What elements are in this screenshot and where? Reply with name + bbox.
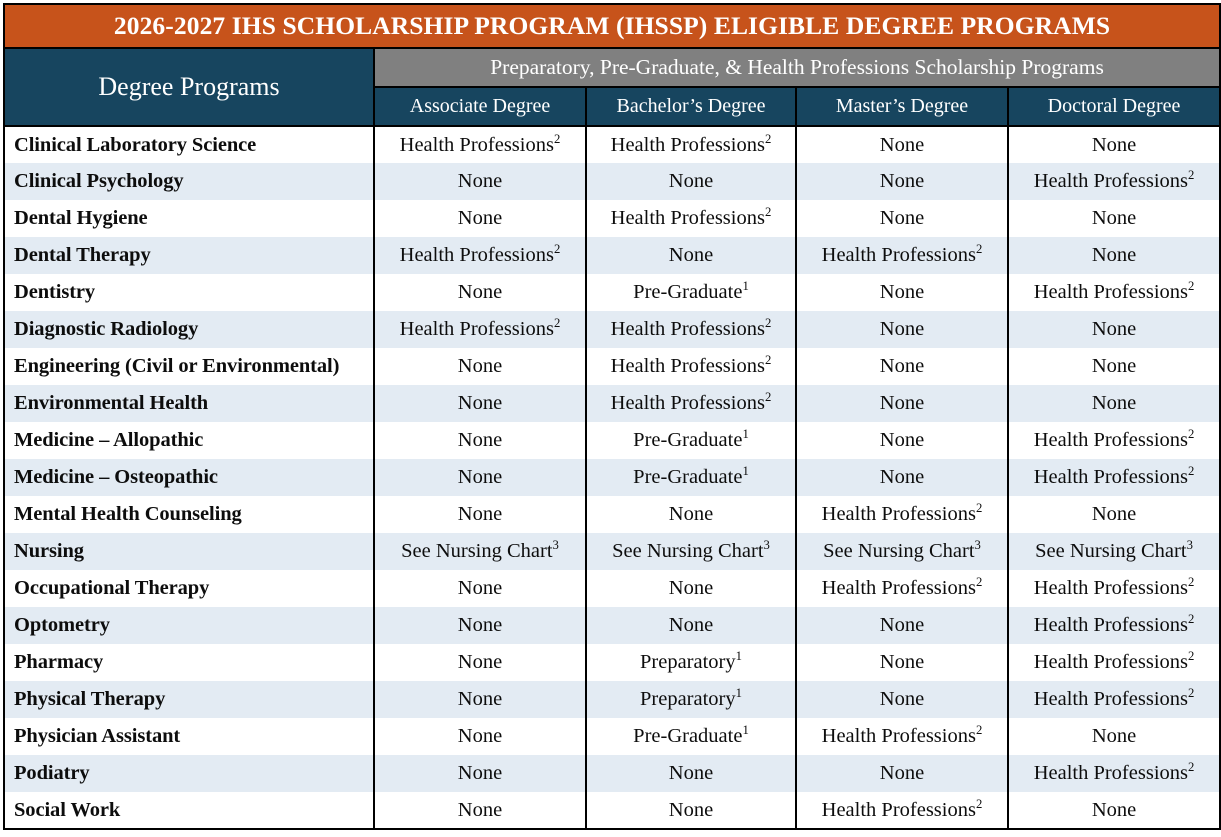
eligibility-value: Health Professions: [1033, 651, 1188, 673]
eligibility-cell: [586, 385, 796, 422]
eligibility-value: None: [1091, 725, 1137, 747]
eligibility-cell: [374, 755, 586, 792]
column-header-masters-degree: Master’s Degree: [796, 87, 1008, 126]
eligibility-cell: [796, 681, 1008, 718]
eligibility-cell: [1008, 274, 1220, 311]
table-title-row: [4, 4, 1220, 48]
program-name-cell: Physical Therapy: [4, 681, 374, 718]
eligibility-value: Health Professions: [1033, 762, 1188, 784]
eligibility-cell: [586, 163, 796, 200]
eligibility-cell: [796, 459, 1008, 496]
eligibility-value: None: [457, 281, 503, 303]
program-name-cell: Nursing: [4, 533, 374, 570]
eligibility-value: None: [668, 244, 714, 266]
eligibility-value: None: [668, 614, 714, 636]
eligibility-value: None: [879, 281, 925, 303]
eligibility-value: None: [879, 466, 925, 488]
eligibility-value: See Nursing Chart: [401, 540, 553, 562]
footnote-marker: 2: [553, 316, 561, 331]
eligibility-cell: [796, 200, 1008, 237]
program-name-cell: Clinical Laboratory Science: [4, 126, 374, 163]
eligibility-cell: [796, 533, 1008, 570]
table-row: [4, 163, 1220, 200]
eligibility-cell: [374, 348, 586, 385]
program-name-cell: Optometry: [4, 607, 374, 644]
eligibility-value: None: [457, 207, 503, 229]
footnote-marker: 2: [764, 316, 772, 331]
eligibility-value: None: [457, 725, 503, 747]
eligibility-value: None: [457, 503, 503, 525]
column-header-doctoral-degree: Doctoral Degree: [1008, 87, 1220, 126]
eligibility-cell: [796, 792, 1008, 829]
program-name-cell: Dentistry: [4, 274, 374, 311]
footnote-marker: 1: [742, 723, 749, 738]
eligibility-cell: [796, 755, 1008, 792]
program-name-cell: Engineering (Civil or Environmental): [4, 348, 374, 385]
eligibility-cell: [374, 311, 586, 348]
footnote-marker: 2: [975, 501, 983, 516]
table-row: [4, 496, 1220, 533]
eligibility-cell: [374, 644, 586, 681]
eligibility-value: Health Professions: [821, 503, 976, 525]
eligibility-value: Health Professions: [821, 244, 976, 266]
eligibility-value: None: [668, 503, 714, 525]
eligibility-cell: [586, 200, 796, 237]
table-row: [4, 792, 1220, 829]
page-title: 2026-2027 IHS SCHOLARSHIP PROGRAM (IHSSP) ELIGIBLE DEGREE PROGRAMS: [113, 10, 1111, 40]
program-name-cell: Pharmacy: [4, 644, 374, 681]
footnote-marker: 3: [552, 538, 559, 553]
eligibility-cell: [374, 607, 586, 644]
eligibility-value: None: [668, 798, 714, 821]
table-row: [4, 718, 1220, 755]
eligibility-value: None: [1091, 392, 1137, 414]
eligibility-cell: [1008, 422, 1220, 459]
footnote-marker: 1: [735, 649, 742, 664]
eligibility-value: None: [879, 355, 925, 377]
eligibility-cell: [374, 533, 586, 570]
eligibility-cell: [374, 718, 586, 755]
footnote-marker: 1: [742, 427, 749, 442]
table-row: [4, 126, 1220, 163]
eligibility-value: None: [879, 429, 925, 451]
footnote-marker: 2: [764, 131, 772, 146]
eligibility-cell: [1008, 755, 1220, 792]
eligibility-value: Health Professions: [610, 318, 765, 340]
eligibility-cell: [586, 681, 796, 718]
eligibility-value: None: [879, 318, 925, 340]
eligibility-value: Preparatory: [640, 688, 736, 710]
eligibility-value: Health Professions: [1033, 466, 1188, 488]
eligibility-value: None: [879, 651, 925, 673]
eligibility-value: Preparatory: [640, 651, 736, 673]
eligibility-cell: [586, 570, 796, 607]
footnote-marker: 2: [553, 242, 561, 257]
footnote-marker: 2: [1188, 168, 1195, 183]
table-row: [4, 607, 1220, 644]
eligibility-cell: [1008, 385, 1220, 422]
eligibility-value: None: [457, 762, 503, 784]
footnote-marker: 2: [1188, 427, 1195, 442]
eligibility-cell: [374, 237, 586, 274]
eligibility-cell: [796, 718, 1008, 755]
footnote-marker: 2: [975, 796, 983, 811]
eligibility-value: Health Professions: [610, 133, 765, 156]
eligibility-cell: [374, 681, 586, 718]
eligibility-cell: [796, 422, 1008, 459]
table-row: [4, 274, 1220, 311]
eligibility-value: None: [879, 207, 925, 229]
footnote-marker: 2: [1188, 649, 1195, 664]
eligibility-cell: [586, 274, 796, 311]
program-name-cell: Occupational Therapy: [4, 570, 374, 607]
eligibility-cell: [586, 755, 796, 792]
eligibility-value: None: [879, 133, 925, 156]
footnote-marker: 1: [742, 464, 749, 479]
eligibility-value: Health Professions: [1033, 429, 1188, 451]
eligibility-value: Health Professions: [610, 207, 765, 229]
footnote-marker: 1: [735, 686, 742, 701]
eligibility-cell: [374, 274, 586, 311]
footnote-marker: 2: [764, 353, 772, 368]
eligibility-cell: [374, 385, 586, 422]
eligibility-cell: [796, 496, 1008, 533]
eligibility-cell: [1008, 311, 1220, 348]
footnote-marker: 2: [764, 390, 772, 405]
table-row: [4, 459, 1220, 496]
eligibility-cell: [374, 459, 586, 496]
eligibility-value: None: [457, 429, 503, 451]
eligibility-value: Health Professions: [821, 725, 976, 747]
eligibility-cell: [586, 644, 796, 681]
eligibility-value: Pre-Graduate: [633, 281, 743, 303]
eligibility-cell: [1008, 681, 1220, 718]
eligibility-cell: [796, 570, 1008, 607]
table-row: [4, 533, 1220, 570]
eligibility-cell: [1008, 459, 1220, 496]
eligibility-value: See Nursing Chart: [1035, 540, 1187, 562]
eligibility-cell: [374, 422, 586, 459]
footnote-marker: 3: [763, 538, 770, 553]
eligibility-value: None: [1091, 798, 1137, 821]
eligibility-cell: [374, 163, 586, 200]
eligibility-cell: [1008, 644, 1220, 681]
eligibility-value: None: [457, 170, 503, 192]
eligibility-value: None: [1091, 207, 1137, 229]
eligibility-cell: [374, 496, 586, 533]
eligibility-cell: [586, 718, 796, 755]
footnote-marker: 2: [1188, 760, 1195, 775]
program-name-cell: Medicine – Allopathic: [4, 422, 374, 459]
eligibility-cell: [796, 163, 1008, 200]
program-name-cell: Medicine – Osteopathic: [4, 459, 374, 496]
eligibility-cell: [1008, 163, 1220, 200]
eligibility-cell: [1008, 496, 1220, 533]
eligibility-value: None: [1091, 503, 1137, 525]
table-title-cell: [4, 4, 1220, 48]
eligibility-cell: [1008, 792, 1220, 829]
eligibility-value: Health Professions: [821, 798, 976, 821]
eligibility-cell: [796, 644, 1008, 681]
eligibility-cell: [586, 422, 796, 459]
eligibility-value: None: [879, 170, 925, 192]
program-name-cell: Podiatry: [4, 755, 374, 792]
eligibility-value: Health Professions: [399, 244, 554, 266]
eligibility-value: None: [457, 651, 503, 673]
eligibility-value: Health Professions: [821, 577, 976, 599]
footnote-marker: 2: [1188, 464, 1195, 479]
footnote-marker: 2: [1188, 686, 1195, 701]
eligibility-cell: [586, 311, 796, 348]
column-header-bachelors-degree: Bachelor’s Degree: [586, 87, 796, 126]
table-row: [4, 570, 1220, 607]
eligibility-value: See Nursing Chart: [612, 540, 764, 562]
eligibility-value: Health Professions: [399, 318, 554, 340]
footnote-marker: 2: [1188, 279, 1195, 294]
column-header-associate-degree: Associate Degree: [374, 87, 586, 126]
eligibility-cell: [374, 200, 586, 237]
eligibility-cell: [586, 533, 796, 570]
degree-programs-header: Degree Programs: [4, 48, 374, 126]
eligibility-cell: [796, 311, 1008, 348]
eligibility-value: None: [457, 355, 503, 377]
eligibility-value: Health Professions: [1033, 170, 1188, 192]
eligibility-cell: [374, 792, 586, 829]
program-name-cell: Dental Therapy: [4, 237, 374, 274]
program-name-cell: Physician Assistant: [4, 718, 374, 755]
table-row: [4, 237, 1220, 274]
eligibility-value: Health Professions: [1033, 577, 1188, 599]
eligibility-cell: [586, 126, 796, 163]
eligibility-cell: [586, 459, 796, 496]
eligibility-cell: [796, 385, 1008, 422]
eligibility-cell: [586, 496, 796, 533]
eligibility-value: None: [668, 762, 714, 784]
eligibility-value: None: [457, 577, 503, 599]
table-row: [4, 200, 1220, 237]
eligibility-cell: [1008, 570, 1220, 607]
eligibility-value: None: [879, 762, 925, 784]
eligibility-value: Health Professions: [610, 355, 765, 377]
eligibility-value: See Nursing Chart: [823, 540, 975, 562]
eligibility-value: None: [457, 614, 503, 636]
eligibility-cell: [1008, 607, 1220, 644]
eligibility-value: Health Professions: [1033, 614, 1188, 636]
footnote-marker: 2: [553, 131, 561, 146]
eligibility-cell: [1008, 237, 1220, 274]
eligibility-value: None: [879, 688, 925, 710]
eligibility-value: Health Professions: [399, 133, 554, 156]
table-row: [4, 422, 1220, 459]
table-row: [4, 311, 1220, 348]
eligibility-cell: [1008, 533, 1220, 570]
footnote-marker: 2: [1188, 612, 1195, 627]
eligibility-cell: [586, 607, 796, 644]
eligibility-value: None: [457, 466, 503, 488]
header-row-group: [4, 48, 1220, 87]
table-row: [4, 644, 1220, 681]
table-row: [4, 385, 1220, 422]
eligibility-value: None: [668, 170, 714, 192]
eligibility-value: Pre-Graduate: [633, 429, 743, 451]
footnote-marker: 2: [1188, 575, 1195, 590]
program-name-cell: Diagnostic Radiology: [4, 311, 374, 348]
eligibility-cell: [374, 570, 586, 607]
footnote-marker: 2: [764, 205, 772, 220]
footnote-marker: 2: [975, 242, 983, 257]
eligibility-cell: [374, 126, 586, 163]
eligible-degree-programs-table: [3, 3, 1221, 830]
footnote-marker: 2: [975, 723, 983, 738]
program-name-cell: Mental Health Counseling: [4, 496, 374, 533]
eligibility-cell: [586, 237, 796, 274]
eligibility-value: None: [457, 392, 503, 414]
eligibility-value: Health Professions: [610, 392, 765, 414]
eligibility-value: Pre-Graduate: [633, 466, 743, 488]
eligibility-cell: [796, 348, 1008, 385]
footnote-marker: 2: [975, 575, 983, 590]
eligibility-value: None: [1091, 318, 1137, 340]
eligibility-value: None: [457, 798, 503, 821]
table-row: [4, 755, 1220, 792]
eligibility-value: None: [879, 392, 925, 414]
footnote-marker: 1: [742, 279, 749, 294]
eligibility-value: None: [1091, 355, 1137, 377]
eligibility-value: None: [1091, 244, 1137, 266]
program-name-cell: Social Work: [4, 792, 374, 829]
table-row: [4, 348, 1220, 385]
eligibility-cell: [796, 274, 1008, 311]
program-name-cell: Clinical Psychology: [4, 163, 374, 200]
table-row: [4, 681, 1220, 718]
program-name-cell: Environmental Health: [4, 385, 374, 422]
eligibility-cell: [1008, 348, 1220, 385]
eligibility-cell: [1008, 718, 1220, 755]
eligibility-value: None: [1091, 133, 1137, 156]
eligibility-cell: [796, 126, 1008, 163]
eligibility-value: Health Professions: [1033, 688, 1188, 710]
eligibility-value: Pre-Graduate: [633, 725, 743, 747]
eligibility-value: None: [879, 614, 925, 636]
eligibility-value: None: [668, 577, 714, 599]
eligibility-cell: [586, 348, 796, 385]
footnote-marker: 3: [1186, 538, 1193, 553]
eligibility-cell: [796, 607, 1008, 644]
eligibility-cell: [1008, 126, 1220, 163]
eligibility-cell: [1008, 200, 1220, 237]
eligibility-value: Health Professions: [1033, 281, 1188, 303]
footnote-marker: 3: [974, 538, 981, 553]
eligibility-cell: [586, 792, 796, 829]
eligibility-cell: [796, 237, 1008, 274]
program-name-cell: Dental Hygiene: [4, 200, 374, 237]
eligibility-value: None: [457, 688, 503, 710]
scholarship-programs-group-header: Preparatory, Pre-Graduate, & Health Professions Scholarship Programs: [374, 48, 1220, 87]
